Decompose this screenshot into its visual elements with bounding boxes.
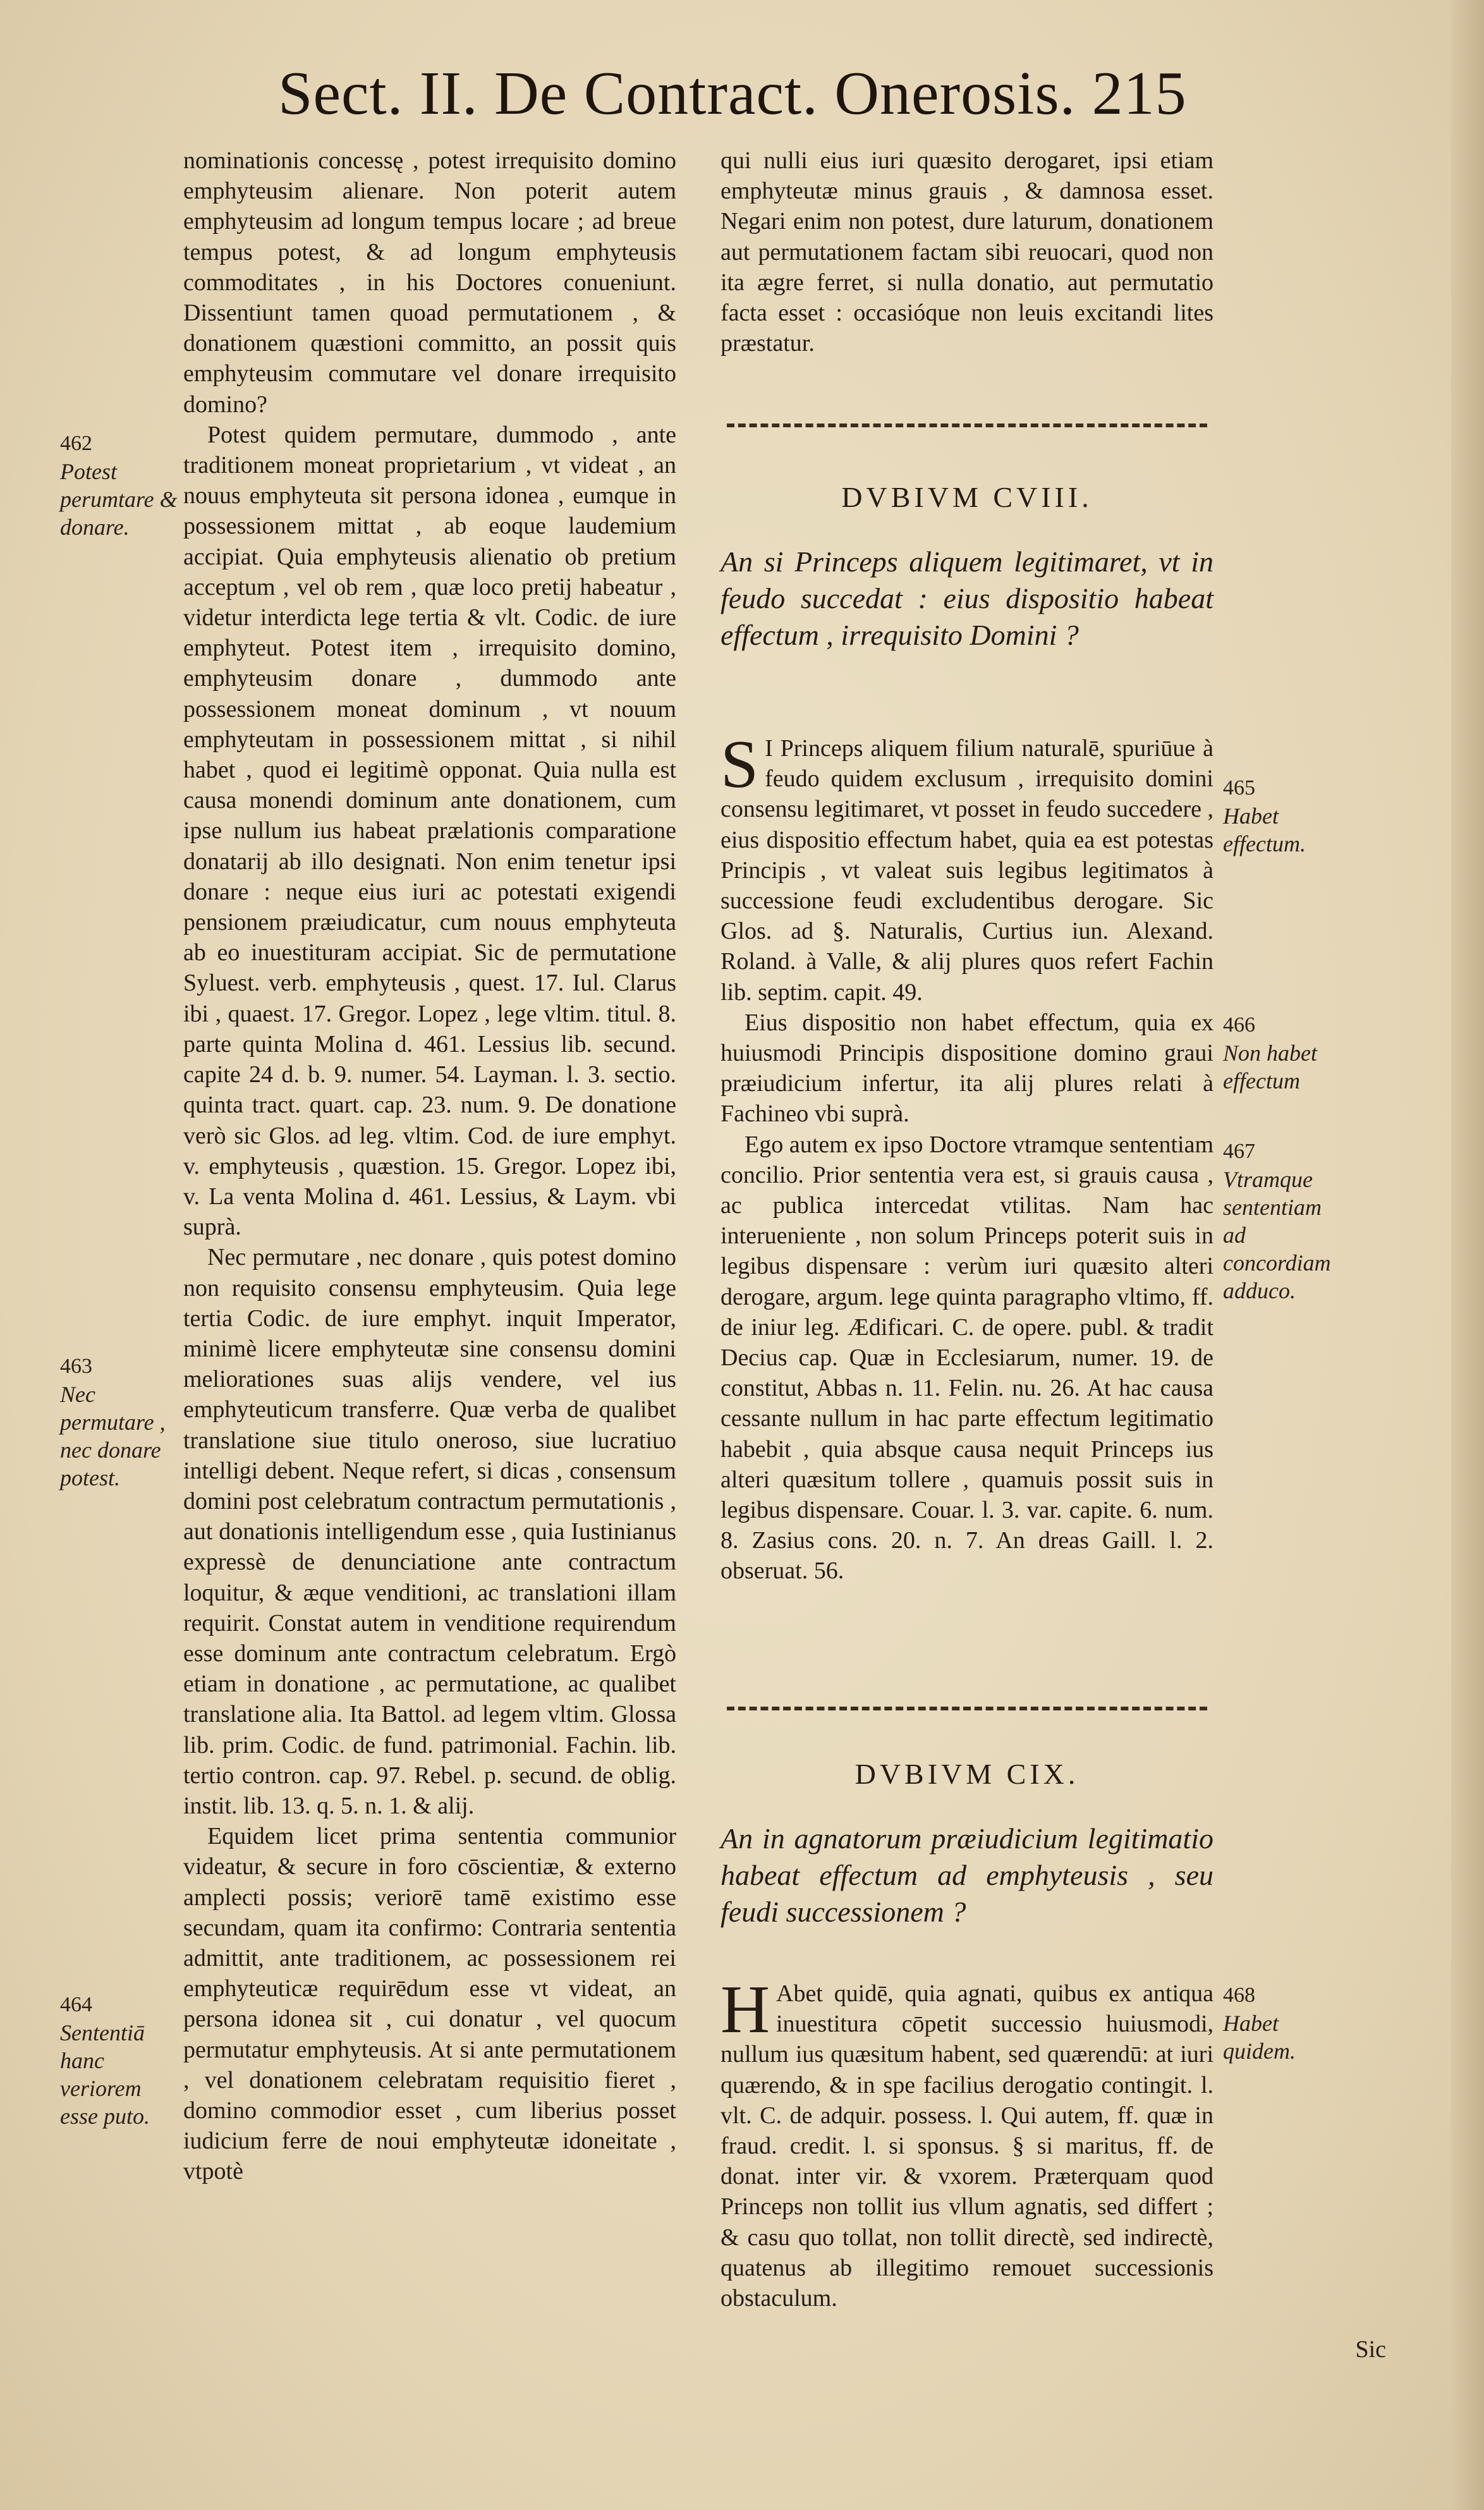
margin-note-number: 466 bbox=[1223, 1013, 1255, 1037]
margin-note-text: Habet quidem. bbox=[1223, 2011, 1296, 2064]
dubium-108-title: DVBIVM CVIII. bbox=[841, 481, 1093, 513]
drop-capital: S bbox=[721, 727, 759, 802]
dubium-109-title: DVBIVM CIX. bbox=[855, 1758, 1080, 1790]
margin-note-number: 467 bbox=[1223, 1140, 1255, 1163]
margin-note-text: Sententiā hanc veriorem esse puto. bbox=[60, 2020, 150, 2129]
left-paragraph-4: Equidem licet prima sententia communior videatur, & secure in foro cōscientiæ, & externo amplecti possis; veriorē tamē existimo esse secundam, quam ita confirmo: Contraria sententia admittit, ante traditionem, ac possessionem rei emphyteuticæ requirēdum esse vt videat, an persona idonea sit , cui donatur , vel quocum permutatur emphyteusis. At si ante permutationem , vel donationem celebratam requisitio fieret , domino commodior esset , cum liberius posset iudicium ferre de noui emphyteutæ idoneitate , vtpotè bbox=[183, 1823, 676, 2185]
margin-note-468 bbox=[1223, 1982, 1337, 2065]
margin-note-text: Habet effectum. bbox=[1223, 803, 1306, 856]
margin-note-text: Potest perumtare & donare. bbox=[60, 459, 178, 540]
paragraph-text: I Princeps aliquem filium naturalē, spuriūue à feudo quidem exclusum , irrequisito domini consensu legitimaret, vt posset in feudo succedere , eius dispositio effectum habet, quia ea est potestas Principis , vt valeat suis legibus legitimatos à successione feudi excludentibus derogare. Sic Glos. ad §. Naturalis, Curtius iun. Alexand. Roland. à Valle, & alij plures quos refert Fachin lib. septim. capit. 49. bbox=[721, 735, 1213, 1006]
dubium-108-body bbox=[721, 727, 1213, 1587]
left-paragraph-3: Nec permutare , nec donare , quis potest domino non requisito consensu emphyteusim. Quia lege tertia Codic. de iure emphyt. inquit Imperator, minimè licere emphyteutæ sine consensu domini meliorationes suas alijs vendere, vel ius emphyteuticum transferre. Quæ verba de qualibet translatione siue titulo oneroso, siue lucratiuo intelligi debent. Neque refert, si dicas , consensum domini post celebratum contractum permutationis , aut donationis intelligendum esse , quia Iustinianus expressè de denunciatione ante contractum loquitur, & æque venditioni, ac translationi illam requirit. Constat autem in venditione requirendum esse dominum ante contractum celebratum. Ergò etiam in donatione , ac permutatione, ac qualibet translatione alia. Ita Battol. ad legem vltim. Glossa lib. prim. Codic. de fund. patrimonial. Fachin. lib. tertio contron. cap. 97. Rebel. p. secund. de oblig. instit. lib. 13. q. 5. n. 1. & alij. bbox=[183, 1244, 676, 1819]
running-head: Sect. II. De Contract. Onerosis. 215 bbox=[278, 59, 1187, 128]
right-column-top bbox=[721, 145, 1213, 373]
section-rule bbox=[727, 1707, 1207, 1710]
section-rule bbox=[727, 423, 1207, 427]
dubium-108-paragraph-2: Eius dispositio non habet effectum, quia ex huiusmodi Principis dispositione domino graui præiudicium infertur, ita alij plures relati à Fachineo vbi suprà. bbox=[721, 1009, 1213, 1128]
margin-note-462 bbox=[60, 430, 180, 541]
margin-note-number: 462 bbox=[60, 432, 92, 455]
left-column bbox=[183, 145, 676, 2187]
margin-note-number: 465 bbox=[1223, 776, 1255, 800]
margin-note-text: Vtramque sententiam ad concordiam adduco. bbox=[1223, 1167, 1331, 1303]
margin-note-text: Nec permutare , nec donare potest. bbox=[60, 1382, 166, 1490]
dubium-108-question: An si Princeps aliquem legitimaret, vt in feudo succedat : eius dispositio habeat effectum , irrequisito Domini ? bbox=[721, 545, 1213, 651]
margin-note-number: 468 bbox=[1223, 1983, 1255, 2007]
margin-note-text: Non habet effectum bbox=[1223, 1040, 1317, 1094]
dubium-108-paragraph-3: Ego autem ex ipso Doctore vtramque sententiam concilio. Prior sententia vera est, si grauis causa , ac publica intercedat vtilitas. Nam hac interueniente , non solum Princeps poterit suis in legibus dispensare : verùm iuri quæsito alteri derogare, argum. lege quinta paragrapho vltimo, ff. de iniur leg. Ædificari. C. de opere. publ. & tradit Decius cap. Quæ in Ecclesiarum, numer. 19. de constitut, Abbas n. 11. Felin. nu. 26. At hac causa cessante nullum in hac parte effectum legitimatio habebit , quia absque causa nequit Princeps ius alteri quæsitum tollere , quamuis possit suis in legibus dispensare. Couar. l. 3. var. capite. 6. num. 8. Zasius cons. 20. n. 7. An dreas Gaill. l. 2. obseruat. 56. bbox=[721, 1131, 1213, 1585]
page-edge bbox=[1451, 0, 1484, 2510]
left-paragraph-1: nominationis concessę , potest irrequisito domino emphyteusim alienare. Non poterit autem emphyteusim ad longum tempus locare ; ad breue tempus potest, & ad longum emphyteusis commoditates , in his Doctores conueniunt. Dissentiunt tamen quoad permutationem , & donationem quæstioni committo, an possit quis emphyteusim commutare vel donare irrequisito domino? bbox=[183, 147, 676, 418]
left-paragraph-2: Potest quidem permutare, dummodo , ante traditionem moneat proprietarium , vt videat , an nouus emphyteuta sit persona idonea , eumque in possessionem mittat , ab eoque laudemium accipiat. Quia emphyteusis alienatio ob pretium acceptum , vel ob rem , quæ loco pretij habeatur , videtur interdicta lege tertia & vlt. Codic. de iure emphyteut. Potest item , irrequisito domino, emphyteusim donare , dummodo ante possessionem moneat dominum , vt nouum emphyteutam in possessionem mittat , si nihil habet , quod ei legitimè opponat. Quia nulla est causa monendi dominum ante donationem, cum ipse nullum ius habeat prælationis comparatione donatarij ab illo designati. Non enim tenetur ipsi donare : neque eius iuri ac potestati exigendi pensionem præiudicatur, cum nouus emphyteuta ab eo inuestituram accipiat. Sic de permutatione Syluest. verb. emphyteusis , quest. 17. Iul. Clarus ibi , quaest. 17. Gregor. Lopez , lege vltim. titul. 8. parte quinta Molina d. 461. Lessius lib. secund. capite 24 d. b. 9. numer. 54. Layman. l. 3. sectio. quinta tract. quart. cap. 23. num. 9. De donatione verò sic Glos. ad leg. vltim. Cod. de iure emphyt. v. emphyteusis , quæstion. 15. Gregor. Lopez ibi, v. La venta Molina d. 461. Lessius, & Laym. vbi suprà. bbox=[183, 421, 676, 1241]
margin-note-465 bbox=[1223, 774, 1337, 858]
dubium-109-paragraph-1 bbox=[721, 1972, 1213, 2313]
margin-note-number: 463 bbox=[60, 1355, 92, 1378]
margin-note-463 bbox=[60, 1353, 180, 1492]
margin-note-464 bbox=[60, 1991, 180, 2130]
right-paragraph-1: qui nulli eius iuri quæsito derogaret, ipsi etiam emphyteutæ minus grauis , & damnosa esset. Negari enim non potest, dure laturum, donationem aut permutationem factam sibi reuocari, quod non ita ægre ferret, si nulla donatio, aut permutatio facta esset : occasióque non leuis excitandi lites præstatur. bbox=[721, 147, 1213, 357]
margin-note-467 bbox=[1223, 1138, 1337, 1305]
drop-capital: H bbox=[721, 1972, 770, 2047]
dubium-109-question: An in agnatorum præiudicium legitimatio habeat effectum ad emphyteusis , seu feudi successionem ? bbox=[721, 1822, 1213, 1928]
dubium-108-paragraph-1 bbox=[721, 727, 1213, 1008]
dubium-109-body bbox=[721, 1972, 1213, 2313]
margin-note-466 bbox=[1223, 1011, 1337, 1095]
margin-note-number: 464 bbox=[60, 1993, 92, 2016]
paragraph-text: Abet quidē, quia agnati, quibus ex antiqua inuestitura cōpetit successio huiusmodi, nullum ius quæsitum habent, sed quærendū: at iuri quærendo, & in spe facilius derogatio contingit. l. vlt. C. de adquir. possess. l. Qui autem, ff. quæ in fraud. credit. l. si sponsus. § si maritus, ff. de donat. inter vir. & vxorem. Præterquam quod Princeps non tollit ius vllum agnatis, sed differt ; & casu quo tollat, non tollit directè, sed indirectè, quatenus ab illegitimo remouet successionis obstaculum. bbox=[721, 1980, 1213, 2312]
catchword: Sic bbox=[1355, 2336, 1386, 2363]
